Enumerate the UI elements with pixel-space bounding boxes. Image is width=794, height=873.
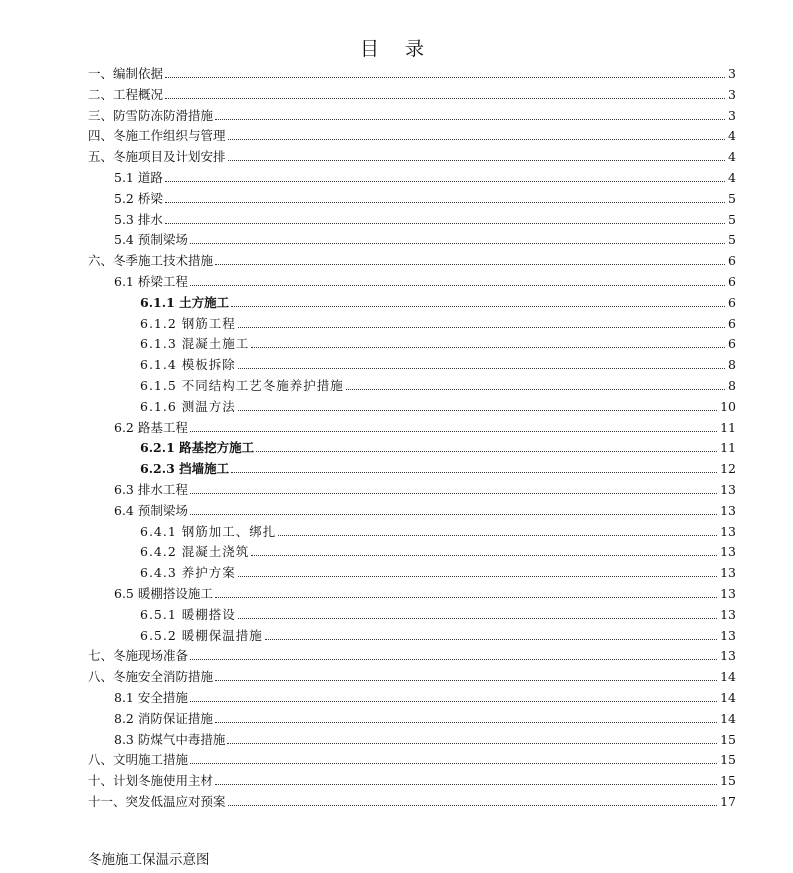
toc-leader-dots	[215, 264, 725, 265]
toc-leader-dots	[190, 763, 717, 764]
toc-entry[interactable]	[140, 291, 736, 311]
toc-entry-page-number: 11	[720, 440, 736, 456]
toc-entry[interactable]	[88, 145, 736, 165]
toc-leader-dots	[278, 535, 717, 536]
toc-entry-page-number: 5	[728, 232, 736, 248]
toc-leader-dots	[251, 555, 717, 556]
toc-entry[interactable]	[88, 249, 736, 269]
toc-entry[interactable]	[114, 228, 736, 248]
toc-entry[interactable]	[114, 208, 736, 228]
toc-entry[interactable]	[114, 187, 736, 207]
toc-entry-label: 5.4 预制梁场	[114, 232, 188, 248]
toc-entry-page-number: 6	[728, 294, 736, 310]
toc-entry-page-number: 14	[720, 690, 736, 705]
toc-entry-label: 二、工程概况	[88, 86, 164, 102]
toc-entry[interactable]	[114, 499, 736, 519]
toc-entry-page-number: 13	[720, 523, 736, 539]
toc-entry-label: 6.5.2 暖棚保温措施	[140, 627, 263, 643]
toc-entry-page-number: 15	[720, 773, 736, 789]
toc-entry[interactable]	[88, 790, 736, 810]
toc-entry-label: 5.1 道路	[114, 170, 163, 185]
toc-entry-page-number: 12	[720, 461, 736, 477]
toc-leader-dots	[346, 389, 725, 390]
toc-entry[interactable]	[114, 166, 736, 186]
toc-entry-label: 6.2.1 路基挖方施工	[140, 440, 255, 456]
toc-leader-dots	[228, 805, 718, 806]
toc-leader-dots	[190, 285, 725, 286]
toc-entry-page-number: 11	[720, 419, 736, 435]
toc-entry-label: 6.1.1 土方施工	[140, 294, 230, 310]
toc-entry-label: 6.1.5 不同结构工艺冬施养护措施	[140, 378, 344, 393]
toc-entry-label: 十一、突发低温应对预案	[88, 794, 226, 809]
toc-entry-label: 五、冬施项目及计划安排	[88, 149, 226, 165]
toc-leader-dots	[165, 181, 725, 182]
toc-leader-dots	[215, 784, 717, 785]
toc-entry-label: 七、冬施现场准备	[88, 648, 189, 664]
toc-leader-dots	[190, 514, 717, 515]
toc-entry-label: 8.3 防煤气中毒措施	[114, 731, 226, 747]
toc-entry-page-number: 15	[720, 752, 736, 768]
toc-entry-page-number: 4	[728, 128, 736, 144]
toc-leader-dots	[238, 576, 717, 577]
toc-entry-label: 6.2.3 挡墙施工	[140, 461, 230, 477]
toc-entry-page-number: 17	[720, 794, 736, 809]
toc-entry-page-number: 5	[728, 190, 736, 206]
toc-leader-dots	[165, 202, 725, 203]
toc-entry[interactable]	[114, 582, 736, 602]
toc-title: 目 录	[359, 38, 435, 60]
toc-entry-page-number: 14	[720, 669, 736, 685]
toc-entry-label: 6.2 路基工程	[114, 419, 188, 435]
toc-leader-dots	[190, 431, 717, 432]
toc-leader-dots	[190, 493, 717, 494]
toc-entry-page-number: 13	[720, 565, 736, 581]
toc-leader-dots	[165, 98, 725, 99]
toc-leader-dots	[190, 659, 717, 660]
toc-entry[interactable]	[88, 665, 736, 685]
toc-entry-page-number: 3	[728, 107, 736, 123]
toc-entry[interactable]	[114, 478, 736, 498]
toc-leader-dots	[190, 701, 717, 702]
toc-entry-page-number: 6	[728, 315, 736, 331]
toc-entry[interactable]	[140, 520, 736, 540]
toc-entry[interactable]	[140, 624, 736, 644]
toc-entry-page-number: 13	[720, 627, 736, 643]
toc-entry-label: 8.2 消防保证措施	[114, 710, 213, 726]
toc-entry-label: 6.1.2 钢筋工程	[140, 315, 236, 331]
toc-entry-page-number: 5	[728, 211, 736, 227]
toc-entry-page-number: 13	[720, 502, 736, 518]
toc-entry[interactable]	[88, 748, 736, 768]
toc-entry-label: 八、文明施工措施	[88, 752, 189, 768]
toc-entry[interactable]	[88, 104, 736, 124]
toc-entry-label: 5.3 排水	[114, 211, 163, 227]
toc-entry-page-number: 6	[728, 253, 736, 269]
toc-entry-label: 八、冬施安全消防措施	[88, 669, 214, 685]
toc-leader-dots	[215, 119, 725, 120]
toc-entry[interactable]	[114, 686, 736, 706]
toc-entry[interactable]	[114, 728, 736, 748]
toc-entry[interactable]	[114, 707, 736, 727]
toc-leader-dots	[165, 223, 725, 224]
toc-leader-dots	[215, 722, 717, 723]
toc-entry-label: 6.1.6 测温方法	[140, 398, 236, 414]
toc-entry[interactable]	[140, 561, 736, 581]
toc-entry-page-number: 13	[720, 648, 736, 664]
toc-entry-label: 5.2 桥梁	[114, 190, 163, 206]
toc-entry[interactable]	[140, 374, 736, 394]
toc-entry-page-number: 4	[728, 170, 736, 185]
toc-entry[interactable]	[114, 416, 736, 436]
toc-entry-label: 6.1.4 模板拆除	[140, 357, 236, 373]
toc-entry-page-number: 6	[728, 274, 736, 289]
toc-entry[interactable]	[140, 540, 736, 560]
toc-entry-page-number: 8	[728, 357, 736, 373]
toc-entry-page-number: 13	[720, 544, 736, 560]
toc-leader-dots	[231, 472, 717, 473]
toc-entry-label: 四、冬施工作组织与管理	[88, 128, 226, 144]
toc-leader-dots	[165, 77, 725, 78]
toc-entry[interactable]	[88, 62, 736, 82]
toc-entry[interactable]	[140, 603, 736, 623]
toc-entry-page-number: 13	[720, 606, 736, 622]
toc-entry[interactable]	[140, 332, 736, 352]
toc-leader-dots	[228, 160, 726, 161]
toc-entry-page-number: 10	[720, 398, 736, 414]
toc-entry-label: 8.1 安全措施	[114, 690, 188, 705]
toc-leader-dots	[228, 139, 726, 140]
toc-entry-page-number: 6	[728, 336, 736, 352]
toc-entry[interactable]	[88, 124, 736, 144]
toc-leader-dots	[256, 451, 717, 452]
toc-leader-dots	[215, 597, 717, 598]
toc-entry-page-number: 14	[720, 710, 736, 726]
toc-entry[interactable]	[140, 436, 736, 456]
toc-leader-dots	[238, 368, 725, 369]
toc-leader-dots	[231, 306, 725, 307]
toc-entry-page-number: 4	[728, 149, 736, 165]
toc-entry[interactable]	[140, 457, 736, 477]
toc-entry-page-number: 8	[728, 378, 736, 393]
toc-entry-page-number: 13	[720, 482, 736, 497]
toc-entry-label: 三、防雪防冻防滑措施	[88, 107, 214, 123]
toc-entry-label: 6.4.1 钢筋加工、绑扎	[140, 523, 277, 539]
toc-entry[interactable]	[114, 270, 736, 290]
toc-entry-label: 6.4.2 混凝土浇筑	[140, 544, 250, 560]
toc-entry-label: 6.1 桥梁工程	[114, 274, 188, 289]
toc-entry-label: 6.4.3 养护方案	[140, 565, 236, 581]
toc-entry-label: 6.3 排水工程	[114, 482, 188, 497]
toc-leader-dots	[265, 639, 717, 640]
toc-entry-label: 一、编制依据	[88, 66, 164, 81]
toc-leader-dots	[238, 618, 717, 619]
toc-entry-label: 6.1.3 混凝土施工	[140, 336, 250, 352]
toc-leader-dots	[215, 680, 717, 681]
toc-entry[interactable]	[140, 353, 736, 373]
toc-entry-label: 六、冬季施工技术措施	[88, 253, 214, 269]
toc-leader-dots	[238, 327, 725, 328]
toc-entry[interactable]	[88, 83, 736, 103]
toc-entry[interactable]	[88, 644, 736, 664]
toc-entry-label: 十、计划冬施使用主材	[88, 773, 214, 789]
toc-entry-page-number: 15	[720, 731, 736, 747]
toc-entry-label: 6.5.1 暖棚搭设	[140, 606, 236, 622]
toc-entry[interactable]	[140, 395, 736, 415]
toc-leader-dots	[251, 347, 725, 348]
figure-caption: 冬施施工保温示意图	[88, 852, 210, 868]
toc-entry-label: 6.4 预制梁场	[114, 502, 188, 518]
toc-leader-dots	[190, 243, 725, 244]
toc-entry-page-number: 3	[728, 66, 736, 81]
toc-entry-page-number: 13	[720, 586, 736, 601]
toc-entry-label: 6.5 暖棚搭设施工	[114, 586, 213, 601]
toc-entry[interactable]	[140, 312, 736, 332]
toc-leader-dots	[227, 743, 717, 744]
toc-entry-page-number: 3	[728, 86, 736, 102]
toc-entry[interactable]	[88, 769, 736, 789]
toc-leader-dots	[238, 410, 717, 411]
